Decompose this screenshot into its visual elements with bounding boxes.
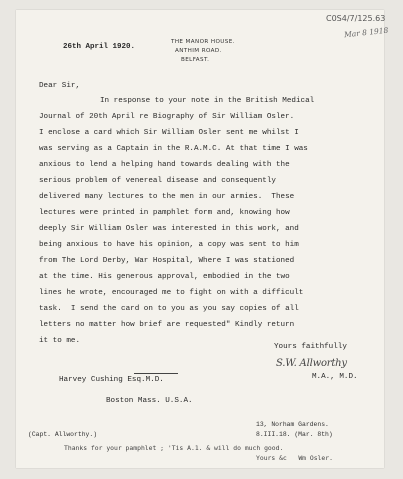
body-line: task. I send the card on to you as you say copies of all <box>39 305 299 313</box>
body-line: anxious to lend a helping hand towards dealing with the <box>39 161 290 169</box>
body-line: deeply Sir William Osler was interested in this work, and <box>39 225 299 233</box>
letterhead-line-3: BELFAST. <box>181 57 210 63</box>
body-line: I enclose a card which Sir William Osler sent me whilst I <box>39 129 299 137</box>
letter-date: 26th April 1920. <box>63 43 136 51</box>
body-line: was serving as a Captain in the R.A.M.C. At that time I was <box>39 145 308 153</box>
letter-page <box>16 10 389 468</box>
recipient-name: Harvey Cushing Esq.M.D. <box>59 376 164 384</box>
body-line: Journal of 20th April re Biography of Sir William Osler. <box>39 113 295 121</box>
body-line: lines he wrote, encouraged me to fight on with a difficult <box>39 289 304 297</box>
recipient-city: Boston Mass. U.S.A. <box>106 397 193 405</box>
body-line: letters no matter how brief are requested" Kindly return <box>39 321 295 329</box>
body-line: from The Lord Derby, War Hospital, Where I was stationed <box>39 257 295 265</box>
closing: Yours faithfully <box>274 343 347 351</box>
body-line: serious problem of venereal disease and consequently <box>39 177 276 185</box>
card-line-2: Yours &c Wm Osler. <box>256 454 333 462</box>
letterhead-line-1: THE MANOR HOUSE. <box>171 39 235 45</box>
body-line: being anxious to have his opinion, a copy was sent to him <box>39 241 299 249</box>
salutation: Dear Sir, <box>39 82 81 90</box>
body-line: lectures were printed in pamphlet form and, knowing how <box>39 209 290 217</box>
pencil-date-note: Mar 8 1918 <box>343 25 389 40</box>
divider-line <box>134 373 178 374</box>
letterhead-line-2: ANTHIM ROAD. <box>175 48 222 54</box>
card-line-1: Thanks for your pamphlet ; 'Tis A.1. & will do much good. <box>64 444 284 452</box>
degrees: M.A., M.D. <box>312 373 358 381</box>
body-line: delivered many lectures to the men in our armies. These <box>39 193 295 201</box>
card-address: 13, Norham Gardens. <box>256 421 329 428</box>
signature: S.W. Allworthy <box>276 358 347 369</box>
card-date: 8.III.18. (Mar. 8th) <box>256 431 333 438</box>
archive-number: C0S4/7/125.63 <box>326 14 386 23</box>
body-line: it to me. <box>39 337 81 345</box>
body-line: at the time. His generous approval, embodied in the two <box>39 273 290 281</box>
card-name: (Capt. Allworthy.) <box>28 431 98 438</box>
body-line: In response to your note in the British Medical <box>100 97 315 105</box>
